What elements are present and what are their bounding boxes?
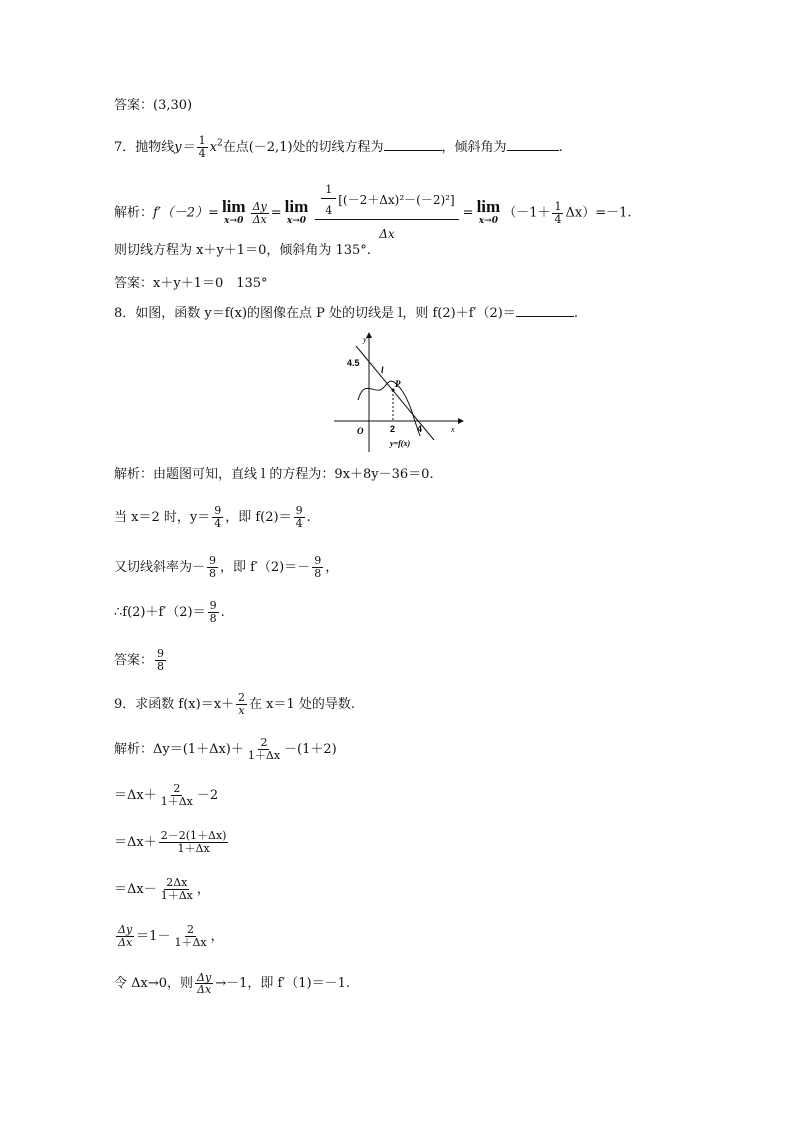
big-frac-num: [315, 184, 458, 220]
lim-word: lim: [476, 197, 501, 216]
lim-sub: x→0: [478, 216, 498, 226]
limit-1: [222, 199, 246, 227]
frac-den: Δx: [252, 212, 267, 226]
q7-x: x: [209, 140, 217, 155]
text: 9．求函数 f(x)＝x＋: [114, 697, 235, 712]
question-9: [114, 692, 355, 717]
q9-solution-step6: [114, 972, 350, 995]
frac-den: 1＋Δx: [174, 936, 207, 949]
q8-solution-line1: 解析：由题图可知，直线 l 的方程为：9x＋8y－36＝0.: [114, 467, 434, 482]
frac-num: 9: [209, 554, 217, 567]
frac-num: 2: [260, 736, 268, 749]
frac-num: 2: [187, 923, 195, 936]
text: ∴f(2)＋f′（2)＝: [114, 605, 206, 620]
y-tick-label: 4.5: [347, 358, 360, 368]
q8-solution-line4: [114, 600, 225, 625]
frac-den: Δx: [118, 936, 133, 949]
text: ，: [210, 929, 224, 944]
answer-q6: 答案：(3,30): [114, 98, 193, 113]
q7-fraction: [197, 135, 208, 160]
frac-num: 9: [295, 504, 303, 517]
function-graph: [334, 330, 464, 456]
text: ，: [325, 560, 339, 575]
solution-label: 解析：: [114, 205, 154, 221]
frac-num: 2: [238, 691, 246, 704]
frac: [172, 924, 208, 949]
frac: [195, 972, 213, 995]
y-axis-label: y: [363, 335, 367, 344]
origin-label: O: [357, 426, 364, 436]
frac-den: 8: [314, 567, 322, 580]
q8-text: 8．如图，函数 y＝f(x)的图像在点 P 处的切线是 l，则 f(2)＋f′（2)＝: [114, 306, 516, 321]
frac-den: 8: [209, 612, 217, 625]
frac-num: Δy: [252, 199, 267, 213]
q9-solution-step2: [114, 783, 218, 808]
q7-sup: 2: [216, 138, 223, 149]
y-axis-arrow: [366, 332, 372, 338]
frac-num: Δy: [118, 923, 133, 936]
big-fraction: [315, 184, 458, 242]
equals: =: [462, 205, 474, 221]
frac: [159, 877, 195, 902]
text: 又切线斜率为－: [114, 560, 206, 575]
text: .: [306, 510, 311, 525]
bracket-expr: [(－2＋Δx)²－(－2)²]: [338, 193, 455, 207]
tail-end: Δx）=－1.: [565, 205, 632, 221]
q7-fprime: f′（－2）=: [153, 205, 219, 221]
text: 令 Δx→0，则: [114, 976, 194, 991]
frac-den: 4: [325, 204, 333, 217]
frac-den: 4: [214, 517, 222, 530]
x-tick-4: 4: [417, 424, 423, 434]
frac-den: 4: [295, 517, 303, 530]
point-p: [392, 389, 395, 392]
big-frac-den: Δx: [379, 227, 395, 241]
text: ，: [196, 882, 210, 897]
text: ＝Δx＋: [114, 835, 157, 850]
text: －2: [196, 788, 219, 803]
quarter-frac: [321, 184, 336, 217]
equals: =: [270, 205, 282, 221]
frac: [155, 648, 166, 673]
frac: [294, 505, 305, 530]
frac: [116, 924, 134, 949]
q8-solution-line2: [114, 505, 311, 530]
frac: [246, 737, 282, 762]
x-tick-2: 2: [390, 424, 396, 434]
q7-answer: 答案：x＋y＋1＝0 135°: [114, 276, 268, 291]
limit-3: [477, 199, 501, 227]
frac: [159, 830, 229, 855]
text: 当 x＝2 时，y＝: [114, 510, 211, 525]
frac-den: 4: [198, 147, 206, 160]
text: 在 x＝1 处的导数.: [249, 697, 356, 712]
function-curve: [358, 381, 423, 436]
frac-den: 1＋Δx: [160, 795, 193, 808]
q7-line2: 则切线方程为 x＋y＋1＝0，倾斜角为 135°.: [114, 243, 371, 258]
frac-num: 9: [314, 554, 322, 567]
frac-den: 1＋Δx: [177, 842, 210, 855]
q8-answer: [114, 648, 168, 673]
answer-blank-1: [384, 138, 442, 151]
frac-num: 9: [209, 599, 217, 612]
q7-comma: ，倾斜角为: [441, 140, 507, 155]
x-axis-arrow: [458, 418, 464, 424]
frac-num: 1: [321, 184, 336, 199]
frac-num: Δy: [197, 971, 212, 984]
text: ＝Δx＋: [114, 788, 157, 803]
frac: [312, 555, 323, 580]
q9-solution-step4: [114, 877, 210, 902]
frac-num: 9: [157, 647, 165, 660]
frac-den: 1＋Δx: [160, 889, 193, 902]
x-axis-label: x: [451, 425, 455, 434]
tail-open: （－1＋: [503, 205, 551, 221]
lim-word: lim: [221, 197, 246, 216]
point-label: P: [395, 379, 401, 389]
q9-solution-step3: [114, 830, 230, 855]
frac: [207, 555, 218, 580]
question-7: [114, 135, 563, 160]
text: ，即 f′（2)＝－: [220, 560, 311, 575]
limit-2: [285, 199, 309, 227]
text: 解析：Δy＝(1＋Δx)＋: [114, 742, 244, 757]
q7-y-eq: y＝: [174, 140, 195, 155]
answer-blank-3: [516, 304, 574, 317]
frac: [236, 692, 247, 717]
frac-num: 2－2(1＋Δx): [160, 829, 227, 842]
text: ＝1－: [136, 929, 171, 944]
text: .: [220, 605, 225, 620]
lim-sub: x→0: [286, 216, 307, 226]
frac-den: x: [238, 704, 245, 717]
frac-num: 1: [198, 134, 206, 147]
q7-number: 7．抛物线: [114, 140, 175, 155]
frac-den: 8: [157, 660, 165, 673]
text: ＝Δx－: [114, 882, 157, 897]
frac-num: 2Δx: [166, 876, 188, 889]
quarter-frac-2: [552, 201, 563, 226]
frac-num: 1: [554, 199, 562, 213]
frac: [208, 600, 219, 625]
curve-label: y=f(x): [390, 439, 411, 448]
frac-den: Δx: [197, 983, 212, 996]
text: －(1＋2): [284, 742, 337, 757]
frac: [159, 783, 195, 808]
frac-den: 4: [554, 212, 562, 226]
q8-solution-line3: [114, 555, 338, 580]
dy-dx-frac: [251, 201, 269, 226]
line-label: l: [381, 365, 384, 375]
text: ，即 f(2)＝: [225, 510, 292, 525]
lim-sub: x→0: [224, 216, 244, 226]
q9-solution-step1: [114, 737, 337, 762]
answer-blank-2: [507, 138, 559, 151]
q9-solution-step5: [114, 924, 224, 949]
lim-word: lim: [284, 197, 309, 216]
q7-mid: 在点(－2,1)处的切线方程为: [222, 140, 384, 155]
frac-num: 9: [214, 504, 222, 517]
answer-label: 答案：: [114, 653, 154, 668]
frac: [212, 505, 223, 530]
frac-den: 8: [209, 567, 217, 580]
q8-end: .: [573, 306, 578, 321]
frac-den: 1＋Δx: [247, 749, 281, 762]
text: →－1，即 f′（1)＝－1.: [215, 976, 351, 991]
q7-end: .: [558, 140, 563, 155]
frac-num: 2: [173, 782, 181, 795]
question-8: [114, 304, 578, 322]
q7-solution: [114, 184, 632, 242]
